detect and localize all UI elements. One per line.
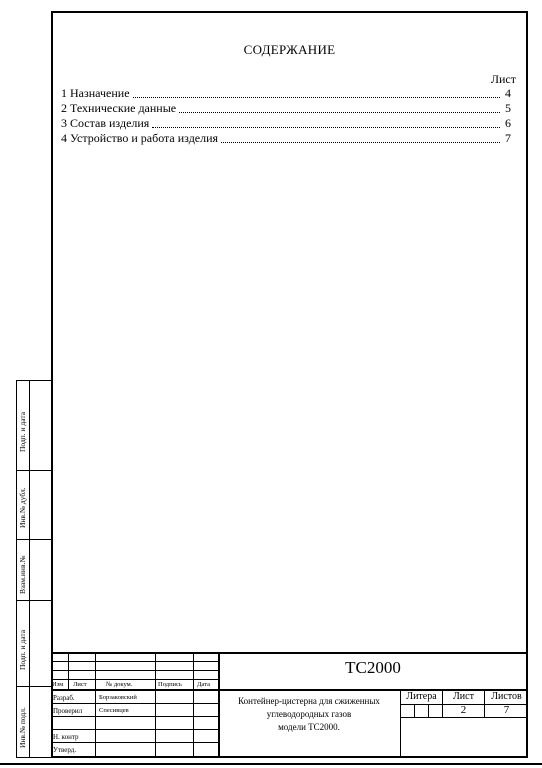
title-block-col-line bbox=[95, 652, 96, 758]
role-proveril: Проверил bbox=[53, 707, 83, 715]
toc-entry-label: 4 Устройство и работа изделия bbox=[61, 131, 219, 145]
side-label-inv-podl: Инв.№ подл. bbox=[18, 707, 27, 748]
name-razrab: Борзаковский bbox=[99, 694, 137, 701]
sheet-label: Лист bbox=[453, 691, 474, 702]
header-date: Дата bbox=[197, 681, 210, 688]
bottom-rule bbox=[0, 763, 542, 765]
litera-label: Литера bbox=[406, 691, 437, 702]
header-list: Лист bbox=[73, 681, 87, 688]
toc-entry[interactable] bbox=[61, 86, 511, 101]
product-name-line: модели ТС2000. bbox=[278, 722, 340, 732]
toc-entry[interactable] bbox=[61, 101, 511, 116]
side-divider bbox=[16, 600, 52, 601]
sheets-value: 7 bbox=[503, 704, 510, 716]
sheets-label: Листов bbox=[491, 691, 522, 702]
toc-entry-page: 7 bbox=[505, 131, 511, 145]
toc-leader-dots bbox=[179, 112, 500, 113]
name-proveril: Спесивцев bbox=[99, 707, 129, 714]
document-code: ТС2000 bbox=[345, 658, 401, 677]
toc-leader-dots bbox=[152, 127, 500, 128]
title-block-col-line bbox=[68, 652, 69, 691]
toc-entry[interactable] bbox=[61, 131, 511, 146]
side-divider bbox=[16, 686, 52, 687]
side-stamp-value-column bbox=[29, 380, 52, 758]
product-name bbox=[218, 695, 400, 734]
title-block-row-line bbox=[400, 717, 528, 718]
title-block-col-line bbox=[193, 652, 194, 758]
title-block-col-line bbox=[155, 652, 156, 758]
sheet-value: 2 bbox=[460, 704, 467, 716]
sheet-column-label: Лист bbox=[490, 72, 516, 86]
toc-entry-page: 5 bbox=[505, 101, 511, 115]
side-label-podp-data: Подп. и дата bbox=[18, 411, 27, 452]
header-signature: Подпись bbox=[158, 681, 182, 688]
toc-leader-dots bbox=[221, 142, 500, 143]
toc-entry[interactable] bbox=[61, 116, 511, 131]
role-utverd: Утверд. bbox=[53, 746, 77, 754]
product-name-line: углеводородных газов bbox=[266, 709, 352, 719]
litera-cell-line bbox=[428, 704, 429, 717]
toc-entry-label: 2 Технические данные bbox=[61, 101, 177, 115]
product-name-line: Контейнер-цистерна для сжиженных bbox=[238, 696, 380, 706]
side-label-inv-dubl: Инв.№ дубл. bbox=[18, 487, 27, 528]
page-title: СОДЕРЖАНИЕ bbox=[243, 42, 336, 57]
toc-entry-label: 1 Назначение bbox=[61, 86, 130, 100]
toc-entry-page: 6 bbox=[505, 116, 511, 130]
side-divider bbox=[16, 470, 52, 471]
side-label-vzam-inv: Взам.инв.№ bbox=[18, 555, 27, 594]
litera-cell-line bbox=[414, 704, 415, 717]
header-doc-num: № докум. bbox=[106, 681, 133, 688]
toc-entry-page: 4 bbox=[505, 86, 511, 100]
role-razrab: Разраб. bbox=[53, 694, 75, 702]
side-label-podp-data: Подп. и дата bbox=[18, 629, 27, 670]
side-divider bbox=[16, 539, 52, 540]
toc-entry-label: 3 Состав изделия bbox=[61, 116, 150, 130]
role-n-kontr: Н. контр bbox=[53, 733, 79, 741]
toc-leader-dots bbox=[133, 97, 500, 98]
header-izm: Изм bbox=[52, 681, 64, 688]
